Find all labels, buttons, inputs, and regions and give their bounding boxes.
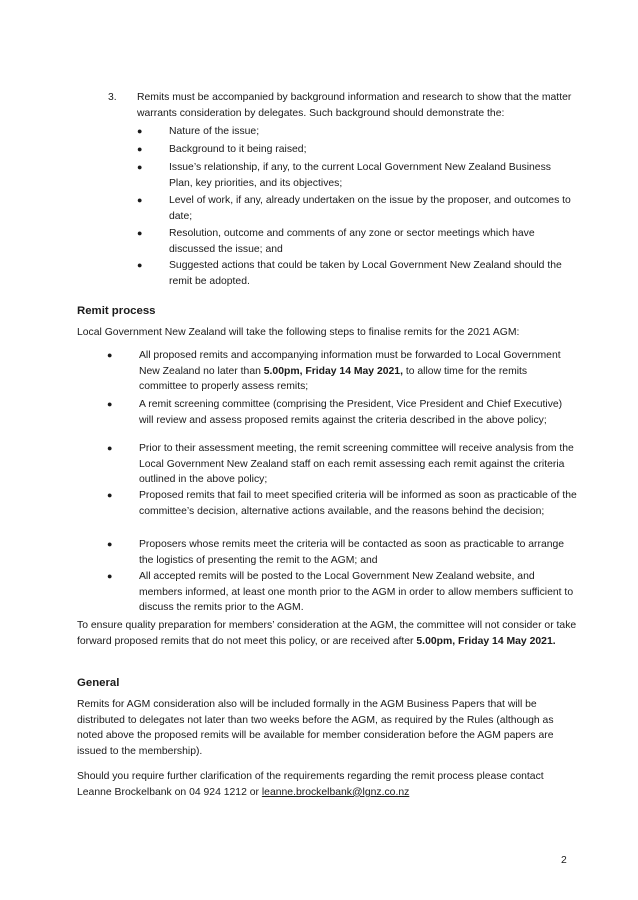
list-item-text: Level of work, if any, already undertaken on the issue by the proposer, and outcomes to date; — [169, 195, 571, 222]
list-item-text: Suggested actions that could be taken by Local Government New Zealand should the remit be adopted. — [169, 260, 562, 287]
bullet-icon: ● — [137, 144, 143, 154]
bullet-icon: ● — [107, 490, 113, 500]
bullet-icon: ● — [137, 260, 143, 270]
contact-paragraph: Should you require further clarification of the requirements regarding the remit process please contact Leanne Brockelbank on 04 924 1212 or leanne.brockelbank@lgnz.co.nz — [77, 771, 544, 798]
bullet-icon: ● — [137, 228, 143, 238]
remit-process-closing: To ensure quality preparation for members’ consideration at the AGM, the committee will not consider or take forward proposed remits that do not meet this policy, or are received after 5.00pm, Friday 14 May 2021. — [77, 620, 577, 647]
list-item-text: Proposers whose remits meet the criteria will be contacted as soon as practicable to arrange the logistics of presenting the remit to the AGM; and — [139, 539, 565, 566]
list-item-text: Issue’s relationship, if any, to the current Local Government New Zealand Business Plan, key priorities, and its objectives; — [169, 162, 551, 189]
remit-process-intro: Local Government New Zealand will take the following steps to finalise remits for the 2021 AGM: — [77, 327, 520, 338]
list-item-text: Background to it being raised; — [169, 144, 307, 155]
list-item-text: All proposed remits and accompanying information must be forwarded to Local Government New Zealand no later than 5.00pm, Friday 14 May 2021, to allow time for the remits committee to properly assess remits; — [139, 350, 561, 393]
deadline-bold: 5.00pm, Friday 14 May 2021. — [416, 635, 556, 647]
bullet-icon: ● — [107, 539, 113, 549]
bullet-icon: ● — [107, 443, 113, 453]
item-text: Remits must be accompanied by background information and research to show that the matter warrants consideration by delegates. Such background should demonstrate the: — [137, 92, 572, 119]
list-item-text: A remit screening committee (comprising the President, Vice President and Chief Executive) will review and assess proposed remits against the criteria described in the above policy; — [139, 399, 563, 426]
page-number: 2 — [561, 855, 567, 866]
bullet-icon: ● — [137, 126, 143, 136]
deadline-bold: 5.00pm, Friday 14 May 2021, — [263, 365, 403, 377]
bullet-icon: ● — [107, 350, 113, 360]
list-item-text: Nature of the issue; — [169, 126, 260, 137]
bullet-icon: ● — [137, 162, 143, 172]
section-heading-remit-process: Remit process — [77, 305, 156, 317]
bullet-icon: ● — [107, 571, 113, 581]
email-link[interactable]: leanne.brockelbank@lgnz.co.nz — [261, 786, 410, 798]
list-item-text: Proposed remits that fail to meet specified criteria will be informed as soon as practicable of the committee’s decision, alternative actions available, and the reasons behind the decision; — [139, 490, 577, 517]
list-item-text: Resolution, outcome and comments of any zone or sector meetings which have discussed the issue; and — [169, 228, 535, 255]
list-item-text: Prior to their assessment meeting, the remit screening committee will receive analysis from the Local Government New Zealand staff on each remit assessing each remit against the criteria outlined in the above policy; — [139, 443, 574, 486]
bullet-icon: ● — [137, 195, 143, 205]
item-number: 3. — [108, 92, 117, 103]
section-heading-general: General — [77, 677, 120, 689]
general-paragraph: Remits for AGM consideration also will be included formally in the AGM Business Papers that will be distributed to delegates not later than two weeks before the AGM, as required by the Rules (although as noted above the proposed remits will be available for member consideration before the AGM papers are issued to the membership). — [77, 699, 554, 757]
list-item-text: All accepted remits will be posted to the Local Government New Zealand website, and members informed, at least one month prior to the AGM in order to allow members sufficient to discuss the remits prior to the AGM. — [139, 571, 574, 614]
bullet-icon: ● — [107, 399, 113, 409]
